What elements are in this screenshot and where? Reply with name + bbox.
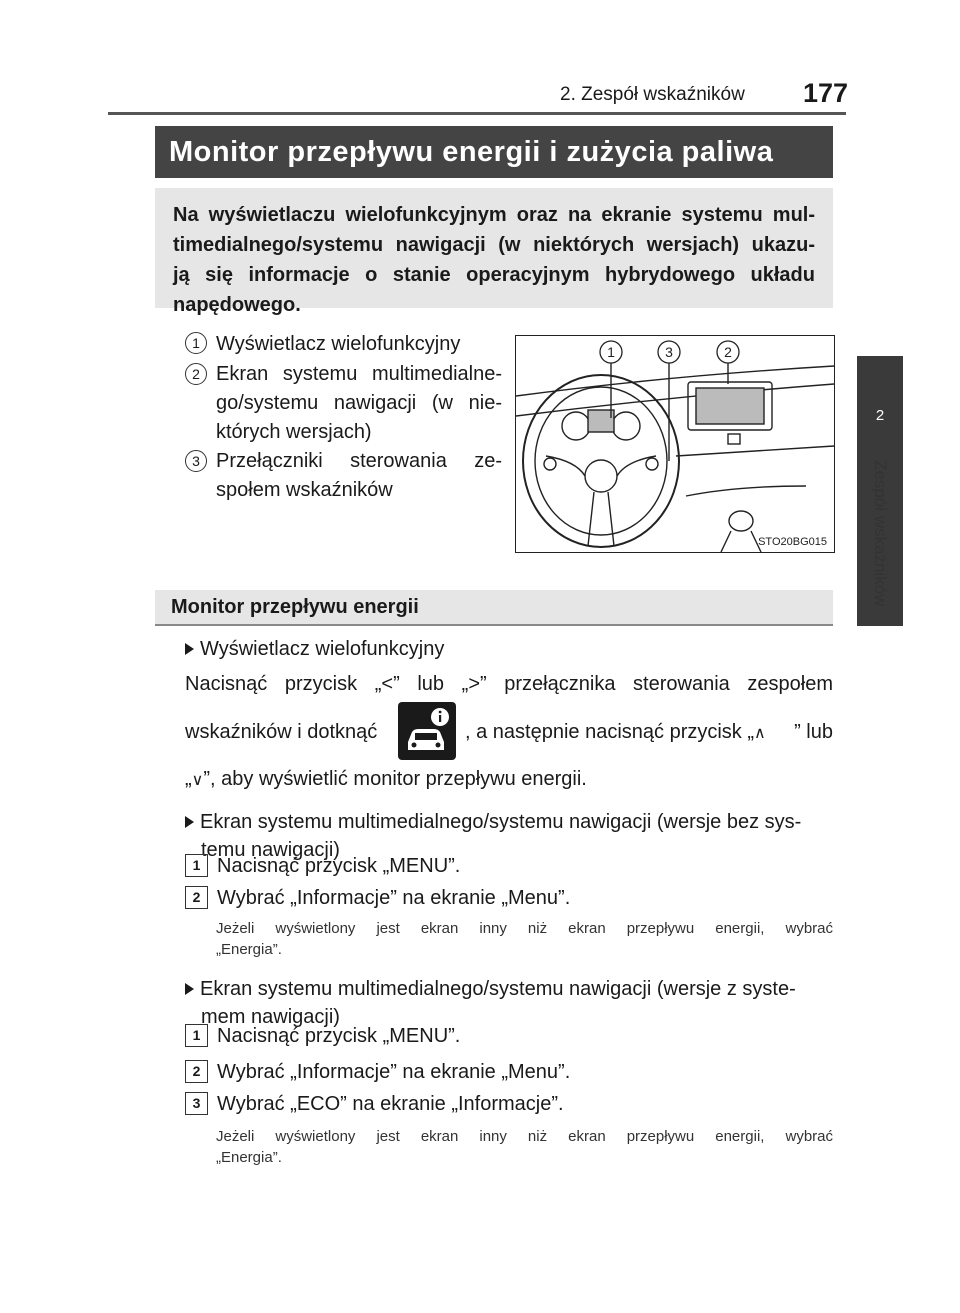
paragraph-line: [185, 765, 833, 795]
legend-text: Przełączniki sterowania ze-społem wskaźników: [216, 450, 502, 501]
bullet-text: Wyświetlacz wielofunkcyjny: [200, 638, 445, 660]
legend-number: 2: [185, 363, 207, 385]
step-item: [185, 1018, 461, 1048]
car-info-icon: [398, 702, 456, 760]
up-arrow-icon: ∧: [754, 725, 766, 742]
note-line: „Energia”.: [216, 941, 282, 958]
bullet-triangle-icon: [185, 643, 194, 655]
page-title: Monitor przepływu energii i zużycia paliwa: [155, 126, 833, 178]
legend-number: 3: [185, 450, 207, 472]
legend-text: Ekran systemu multimedialne-go/systemu nawigacji (w nie-których wersjach): [216, 363, 502, 443]
header-section: 2. Zespół wskaźników: [560, 84, 745, 105]
step-number: 2: [185, 1060, 208, 1083]
paragraph-fragment: , a następnie nacisnąć przycisk „: [465, 721, 755, 743]
step-text: Nacisnąć przycisk „MENU”.: [217, 1025, 461, 1047]
note-line: „Energia”.: [216, 1149, 282, 1166]
paragraph-fragment: „: [185, 768, 192, 790]
intro-line: napędowego.: [173, 294, 301, 316]
legend-number: 1: [185, 332, 207, 354]
paragraph-line: [465, 718, 833, 748]
step-item: [185, 880, 571, 910]
step-item: [185, 1054, 571, 1084]
step-number: 1: [185, 1024, 208, 1047]
bullet-triangle-icon: [185, 983, 194, 995]
step-number: 3: [185, 1092, 208, 1115]
legend-item-1: [185, 332, 207, 354]
callout-2: 2: [724, 344, 732, 360]
header-rule: [108, 112, 846, 115]
step-text: Nacisnąć przycisk „MENU”.: [217, 855, 461, 877]
bullet-text-cont: mem nawigacji): [201, 1006, 340, 1028]
step-text: Wybrać „Informacje” na ekranie „Menu”.: [217, 1061, 571, 1083]
down-arrow-icon: ∨: [191, 772, 204, 789]
callout-3: 3: [665, 344, 673, 360]
bullet-heading: [185, 635, 833, 663]
step-text: Wybrać „ECO” na ekranie „Informacje”.: [217, 1093, 564, 1115]
dashboard-drawing: [516, 336, 834, 552]
paragraph-line: Nacisnąć przycisk „<” lub „>” przełącznika sterowania zespołem: [185, 673, 833, 695]
bullet-text: Ekran systemu multimedialnego/systemu nawigacji (wersje z syste-: [200, 978, 796, 1000]
intro-line: Na wyświetlaczu wielofunkcyjnym oraz na ekranie systemu mul-: [173, 204, 815, 226]
paragraph-fragment: ”, aby wyświetlić monitor przepływu energii.: [203, 768, 587, 790]
bullet-triangle-icon: [185, 816, 194, 828]
bullet-heading: [185, 975, 833, 1003]
note-line: Jeżeli wyświetlony jest ekran inny niż ekran przepływu energii, wybrać: [216, 1128, 833, 1145]
intro-line: ją się informacje o stanie operacyjnym hybrydowego układu: [173, 264, 815, 286]
illustration-code: STO20BG015: [758, 536, 827, 548]
intro-box: [155, 188, 833, 316]
bullet-text: Ekran systemu multimedialnego/systemu nawigacji (wersje bez sys-: [200, 811, 802, 833]
legend-text: Wyświetlacz wielofunkcyjny: [216, 333, 461, 355]
step-item: [185, 1086, 564, 1116]
note-line: Jeżeli wyświetlony jest ekran inny niż ekran przepływu energii, wybrać: [216, 920, 833, 937]
bullet-text-cont: temu nawigacji): [201, 839, 340, 861]
subsection-heading: Monitor przepływu energii: [155, 590, 833, 626]
paragraph-line: wskaźników i dotknąć: [185, 721, 378, 743]
step-number: 2: [185, 886, 208, 909]
chapter-tab-number: 2: [875, 407, 885, 424]
intro-line: timedialnego/systemu nawigacji (w niektórych wersjach) ukazu-: [173, 234, 815, 256]
paragraph-fragment: ” lub: [794, 721, 833, 743]
chapter-tab-label: Zespół wskaźników: [871, 460, 890, 607]
callout-1: 1: [607, 344, 615, 360]
legend-item-3: [185, 450, 207, 472]
bullet-heading: [185, 808, 833, 836]
legend-item-2: [185, 363, 207, 385]
step-text: Wybrać „Informacje” na ekranie „Menu”.: [217, 887, 571, 909]
step-number: 1: [185, 854, 208, 877]
dashboard-illustration: [515, 335, 835, 553]
page-number: 177: [803, 78, 849, 108]
